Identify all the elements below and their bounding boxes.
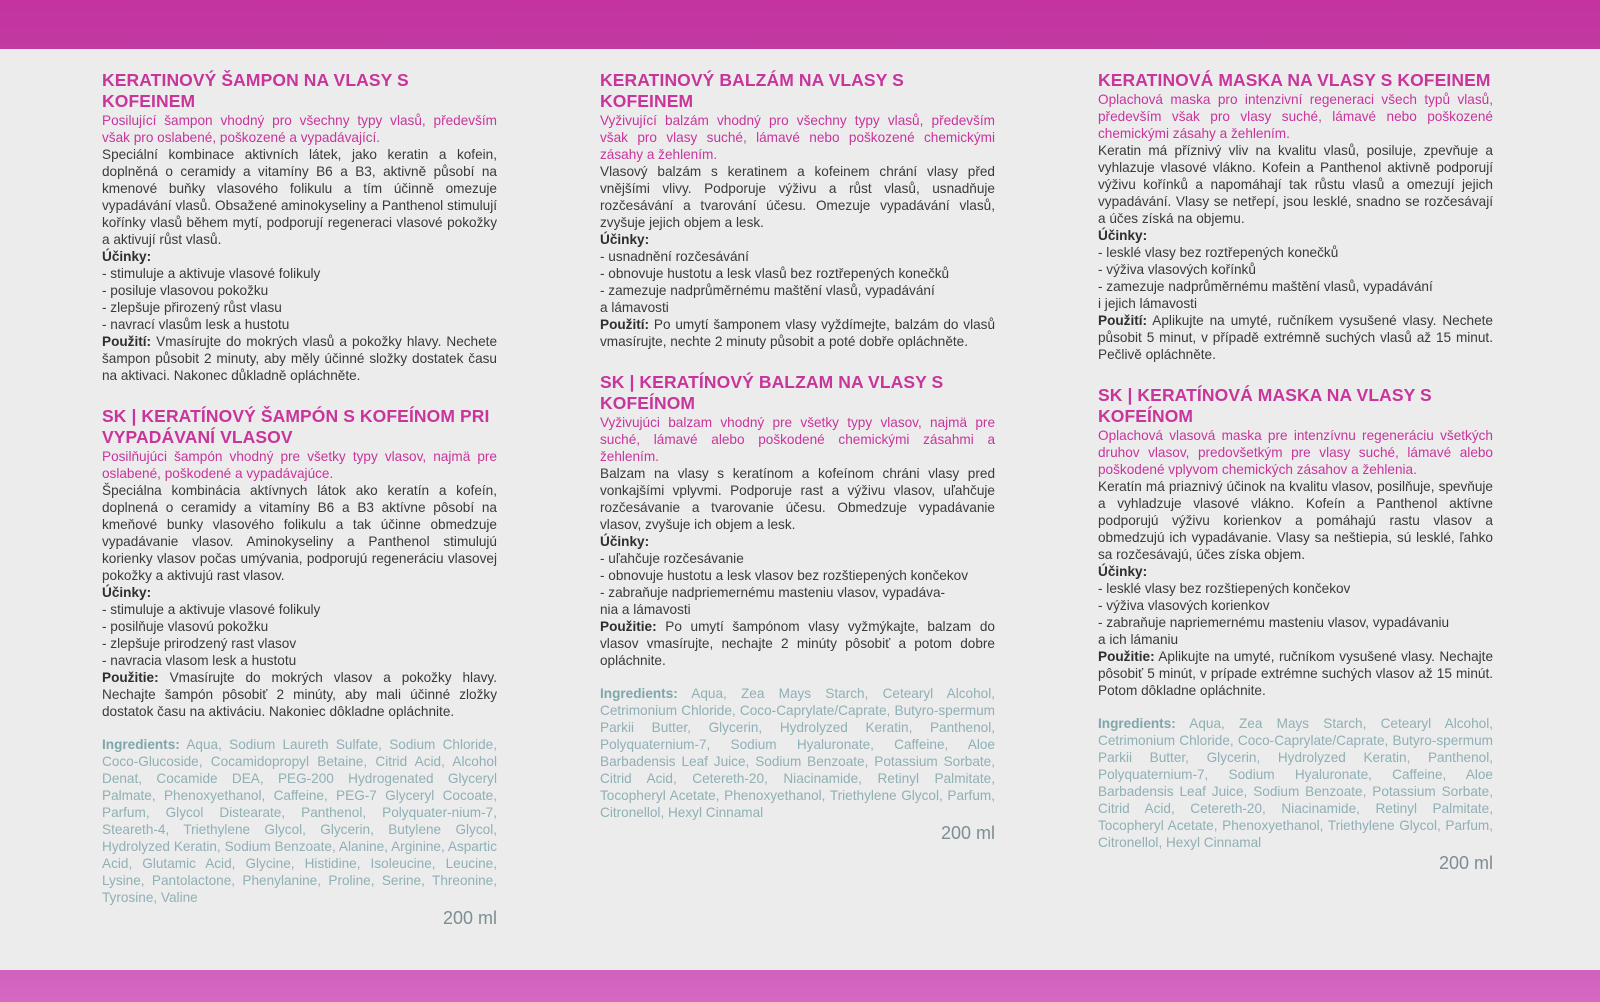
effect-item: - uľahčuje rozčesávanie <box>600 551 744 566</box>
product-lead-sk: Oplachová vlasová maska pre intenzívnu regeneráciu všetkých druhov vlasov, predovšetkým pre vlasy suché, lámavé alebo poškodené vplyvom chemických zásahov a žehlenia. <box>1098 428 1493 477</box>
ingredients-label: Ingredients: <box>102 737 180 752</box>
effect-item: - výživa vlasových kořínků <box>1098 262 1256 277</box>
usage-text-cz: Aplikujte na umyté, ručníkem vysušené vlasy. Nechete působit 5 minut, v případě extrémně suchých vlasů až 15 minut. Pečlivě opláchněte. <box>1098 313 1493 362</box>
effect-item: - posilňuje vlasovú pokožku <box>102 619 269 634</box>
product-body-sk: Špeciálna kombinácia aktívnych látok ako keratín a kofeín, doplnená o ceramidy a vitamíny B6 a B3 aktívne pôsobí na kmeňové bunky vlasového folikulu a tak účinne obmedzuje vypadávanie vlasov. Aminokyseliny a Panthenol stimulujú korienky vlasov počas umývania, podporujú regeneráciu vlasovej pokožky a aktivujú rast vlasov. <box>102 483 497 583</box>
top-color-band <box>0 0 1600 49</box>
effect-item: - lesklé vlasy bez rozštiepených končekov <box>1098 581 1351 596</box>
column-balm <box>600 70 995 842</box>
usage-label-sk: Použitie: <box>1098 649 1155 664</box>
effect-item: - zlepšuje prirodzený rast vlasov <box>102 636 297 651</box>
effects-list-sk <box>1098 580 1493 648</box>
usage-cz <box>102 333 497 384</box>
ingredients-label: Ingredients: <box>1098 716 1176 731</box>
ingredients-text: Aqua, Sodium Laureth Sulfate, Sodium Chloride, Coco-Glucoside, Cocamidopropyl Betaine, Citrid Acid, Alcohol Denat, Cocamide DEA, PEG-200 Hydrogenated Glyceryl Palmate, Phenoxyethanol, Caffeine, PEG-7 Glyceryl Cocoate, Parfum, Glycol Distearate, Panthenol, Polyquater-nium-7, Steareth-4, Triethylene Glycol, Glycerin, Butylene Glycol, Hydrolyzed Keratin, Sodium Benzoate, Alanine, Arginine, Aspartic Acid, Glutamic Acid, Glycine, Histidine, Isoleucine, Leucine, Lysine, Pantolactone, Phenylanine, Proline, Serine, Threonine, Tyrosine, Valine <box>102 737 497 905</box>
usage-label-sk: Použitie: <box>600 619 657 634</box>
product-lead-sk: Posilňujúci šampón vhodný pre všetky typy vlasov, najmä pre oslabené, poškodené a vypadávajúce. <box>102 449 497 481</box>
effect-item: - zabraňuje nadpriemernému masteniu vlasov, vypadáva- <box>600 585 946 600</box>
effect-item: - zamezuje nadprůměrnému maštění vlasů, vypadávání <box>600 283 935 298</box>
effects-list-cz <box>600 248 995 316</box>
product-body-cz: Keratin má příznivý vliv na kvalitu vlasů, posiluje, zpevňuje a vyhlazuje vlasové vlákno. Kofein a Panthenol aktivně podporují výživu kořínků a napomáhají tak růstu vlasů a omezují jejich vypadávání. Vlasy se netřepí, jsou lesklé, snadno se rozčesávají a účes získá na objemu. <box>1098 143 1493 226</box>
usage-text-cz: Vmasírujte do mokrých vlasů a pokožky hlavy. Nechete šampon působit 2 minuty, aby měly účinné složky dostatek času na aktivaci. Nakonec důkladně opláchněte. <box>102 334 498 383</box>
product-title-cz: KERATINOVÝ BALZÁM NA VLASY S KOFEINEM <box>600 70 904 111</box>
product-lead-sk: Vyživujúci balzam vhodný pre všetky typy vlasov, najmä pre suché, lámavé alebo poškodené chemickými zásahmi a žehlením. <box>600 415 995 464</box>
effects-label-cz: Účinky: <box>1098 228 1148 243</box>
effect-item: a ich lámaniu <box>1098 632 1179 647</box>
ingredients <box>102 736 497 906</box>
effect-item: - zamezuje nadprůměrnému maštění vlasů, vypadávání <box>1098 279 1433 294</box>
effects-list-sk <box>102 601 497 669</box>
product-title-sk: SK | KERATÍNOVÁ MASKA NA VLASY S KOFEÍNOM <box>1098 385 1432 426</box>
effects-label-sk: Účinky: <box>102 585 152 600</box>
effect-item: - stimuluje a aktivuje vlasové folikuly <box>102 266 321 281</box>
effects-label-cz: Účinky: <box>600 232 650 247</box>
product-title-cz: KERATINOVÁ MASKA NA VLASY S KOFEINEM <box>1098 70 1491 90</box>
product-body-cz: Vlasový balzám s keratinem a kofeinem chrání vlasy před vnějšími vlivy. Podporuje výživu a růst vlasů, usnadňuje rozčesávání a tvarování účesu. Omezuje vypadávání vlasů, zvyšuje jejich objem a lesk. <box>600 164 995 230</box>
effects-list-sk <box>600 550 995 618</box>
effect-item: - posiluje vlasovou pokožku <box>102 283 269 298</box>
effect-item: a lámavosti <box>600 300 669 315</box>
usage-label-sk: Použitie: <box>102 670 159 685</box>
product-lead-cz: Vyživující balzám vhodný pro všechny typy vlasů, především však pro vlasy suché, lámavé nebo poškozené chemickými zásahy a žehlením. <box>600 113 995 162</box>
volume-label: 200 ml <box>1438 853 1493 873</box>
product-lead-cz: Posilující šampon vhodný pro všechny typy vlasů, především však pro oslabené, poškozené a vypadávající. <box>102 113 497 145</box>
usage-sk <box>1098 648 1493 699</box>
usage-cz <box>600 316 995 350</box>
effect-item: - stimuluje a aktivuje vlasové folikuly <box>102 602 321 617</box>
product-body-sk: Balzam na vlasy s keratínom a kofeínom chráni vlasy pred vonkajšími vplyvmi. Podporuje rast a výživu vlasov, uľahčuje rozčesávanie a tvarovanie účesu. Obmedzuje vypadávanie vlasov, zvyšuje ich objem a lesk. <box>600 466 995 532</box>
column-mask <box>1098 70 1493 872</box>
effect-item: - lesklé vlasy bez roztřepených konečků <box>1098 245 1339 260</box>
usage-sk <box>600 618 995 669</box>
usage-text-sk: Aplikujte na umyté, ručníkom vysušené vlasy. Nechajte pôsobiť 5 minút, v prípade extrémne suchých vlasov až 15 minút. Potom dôkladne opláchnite. <box>1098 649 1493 698</box>
ingredients <box>1098 715 1493 851</box>
effect-item: - navracia vlasom lesk a hustotu <box>102 653 297 668</box>
usage-text-sk: Po umytí šampónom vlasy vyžmýkajte, balzam do vlasov vmasírujte, nechajte 2 minúty pôsobiť a potom dobre opláchnite. <box>600 619 995 668</box>
effect-item: - navrací vlasům lesk a hustotu <box>102 317 290 332</box>
column-shampoo <box>102 70 497 927</box>
bottom-color-band <box>0 970 1600 1002</box>
effect-item: nia a lámavosti <box>600 602 691 617</box>
effect-item: - obnovuje hustotu a lesk vlasů bez roztřepených konečků <box>600 266 950 281</box>
product-body-cz: Speciální kombinace aktivních látek, jako keratin a kofein, doplněná o ceramidy a vitamíny B6 a B3, aktivně působí na kmenové buňky vlasového folikulu a tím účinně omezuje vypadávání vlasů. Obsažené aminokyseliny a Panthenol stimulují kořínky vlasů během mytí, podporují regeneraci vlasové pokožky a aktivují růst vlasů. <box>102 147 497 247</box>
ingredients-label: Ingredients: <box>600 686 678 701</box>
effect-item: - výživa vlasových korienkov <box>1098 598 1270 613</box>
effect-item: - usnadnění rozčesávání <box>600 249 749 264</box>
volume-label: 200 ml <box>940 823 995 843</box>
product-body-sk: Keratín má priaznivý účinok na kvalitu vlasov, posilňuje, spevňuje a vyhladzuje vlasové vlákno. Kofeín a Panthenol aktívne podporujú výživu korienkov a pomáhajú rastu vlasov a obmedzujú ich vypadávanie. Vlasy sa neštiepia, sú lesklé, ľahko sa rozčesávajú, účes získa objem. <box>1098 479 1493 562</box>
usage-text-sk: Vmasírujte do mokrých vlasov a pokožky hlavy. Nechajte šampón pôsobiť 2 minúty, aby mali účinné zložky dostatok času na aktiváciu. Nakoniec dôkladne opláchnite. <box>102 670 497 719</box>
usage-sk <box>102 669 497 720</box>
usage-label-cz: Použití: <box>102 334 152 349</box>
usage-cz <box>1098 312 1493 363</box>
effect-item: - zabraňuje napriemernému masteniu vlasov, vypadávaniu <box>1098 615 1450 630</box>
ingredients <box>600 685 995 821</box>
effects-label-cz: Účinky: <box>102 249 152 264</box>
effects-list-cz <box>102 265 497 333</box>
effects-label-sk: Účinky: <box>600 534 650 549</box>
ingredients-text: Aqua, Zea Mays Starch, Cetearyl Alcohol, Cetrimonium Chloride, Coco-Caprylate/Caprate, Butyro-spermum Parkii Butter, Glycerin, Hydrolyzed Keratin, Panthenol, Polyquaternium-7, Sodium Hyaluronate, Caffeine, Aloe Barbadensis Leaf Juice, Sodium Benzoate, Potassium Sorbate, Citrid Acid, Cetereth-20, Niacinamide, Retinyl Palmitate, Tocopheryl Acetate, Phenoxyethanol, Triethylene Glycol, Parfum, Citronellol, Hexyl Cinnamal <box>1098 716 1494 850</box>
usage-text-cz: Po umytí šamponem vlasy vyždímejte, balzám do vlasů vmasírujte, nechte 2 minuty působit a poté dobře opláchněte. <box>600 317 996 349</box>
effect-item: i jejich lámavosti <box>1098 296 1197 311</box>
product-title-sk: SK | KERATÍNOVÝ ŠAMPÓN S KOFEÍNOM PRI VYPADÁVANÍ VLASOV <box>102 406 490 447</box>
usage-label-cz: Použití: <box>1098 313 1148 328</box>
ingredients-text: Aqua, Zea Mays Starch, Cetearyl Alcohol, Cetrimonium Chloride, Coco-Caprylate/Caprate, Butyro-spermum Parkii Butter, Glycerin, Hydrolyzed Keratin, Panthenol, Polyquaternium-7, Sodium Hyaluronate, Caffeine, Aloe Barbadensis Leaf Juice, Sodium Benzoate, Potassium Sorbate, Citrid Acid, Cetereth-20, Niacinamide, Retinyl Palmitate, Tocopheryl Acetate, Phenoxyethanol, Triethylene Glycol, Parfum, Citronellol, Hexyl Cinnamal <box>600 686 996 820</box>
effect-item: - zlepšuje přirozený růst vlasu <box>102 300 282 315</box>
effect-item: - obnovuje hustotu a lesk vlasov bez rozštiepených končekov <box>600 568 968 583</box>
effects-list-cz <box>1098 244 1493 312</box>
usage-label-cz: Použití: <box>600 317 650 332</box>
product-title-cz: KERATINOVÝ ŠAMPON NA VLASY S KOFEINEM <box>102 70 409 111</box>
volume-label: 200 ml <box>442 908 497 928</box>
product-lead-cz: Oplachová maska pro intenzivní regeneraci všech typů vlasů, především však pro vlasy suché, lámavé nebo poškozené chemickými zásahy a žehlením. <box>1098 92 1493 141</box>
effects-label-sk: Účinky: <box>1098 564 1148 579</box>
product-title-sk: SK | KERATÍNOVÝ BALZAM NA VLASY S KOFEÍNOM <box>600 372 944 413</box>
